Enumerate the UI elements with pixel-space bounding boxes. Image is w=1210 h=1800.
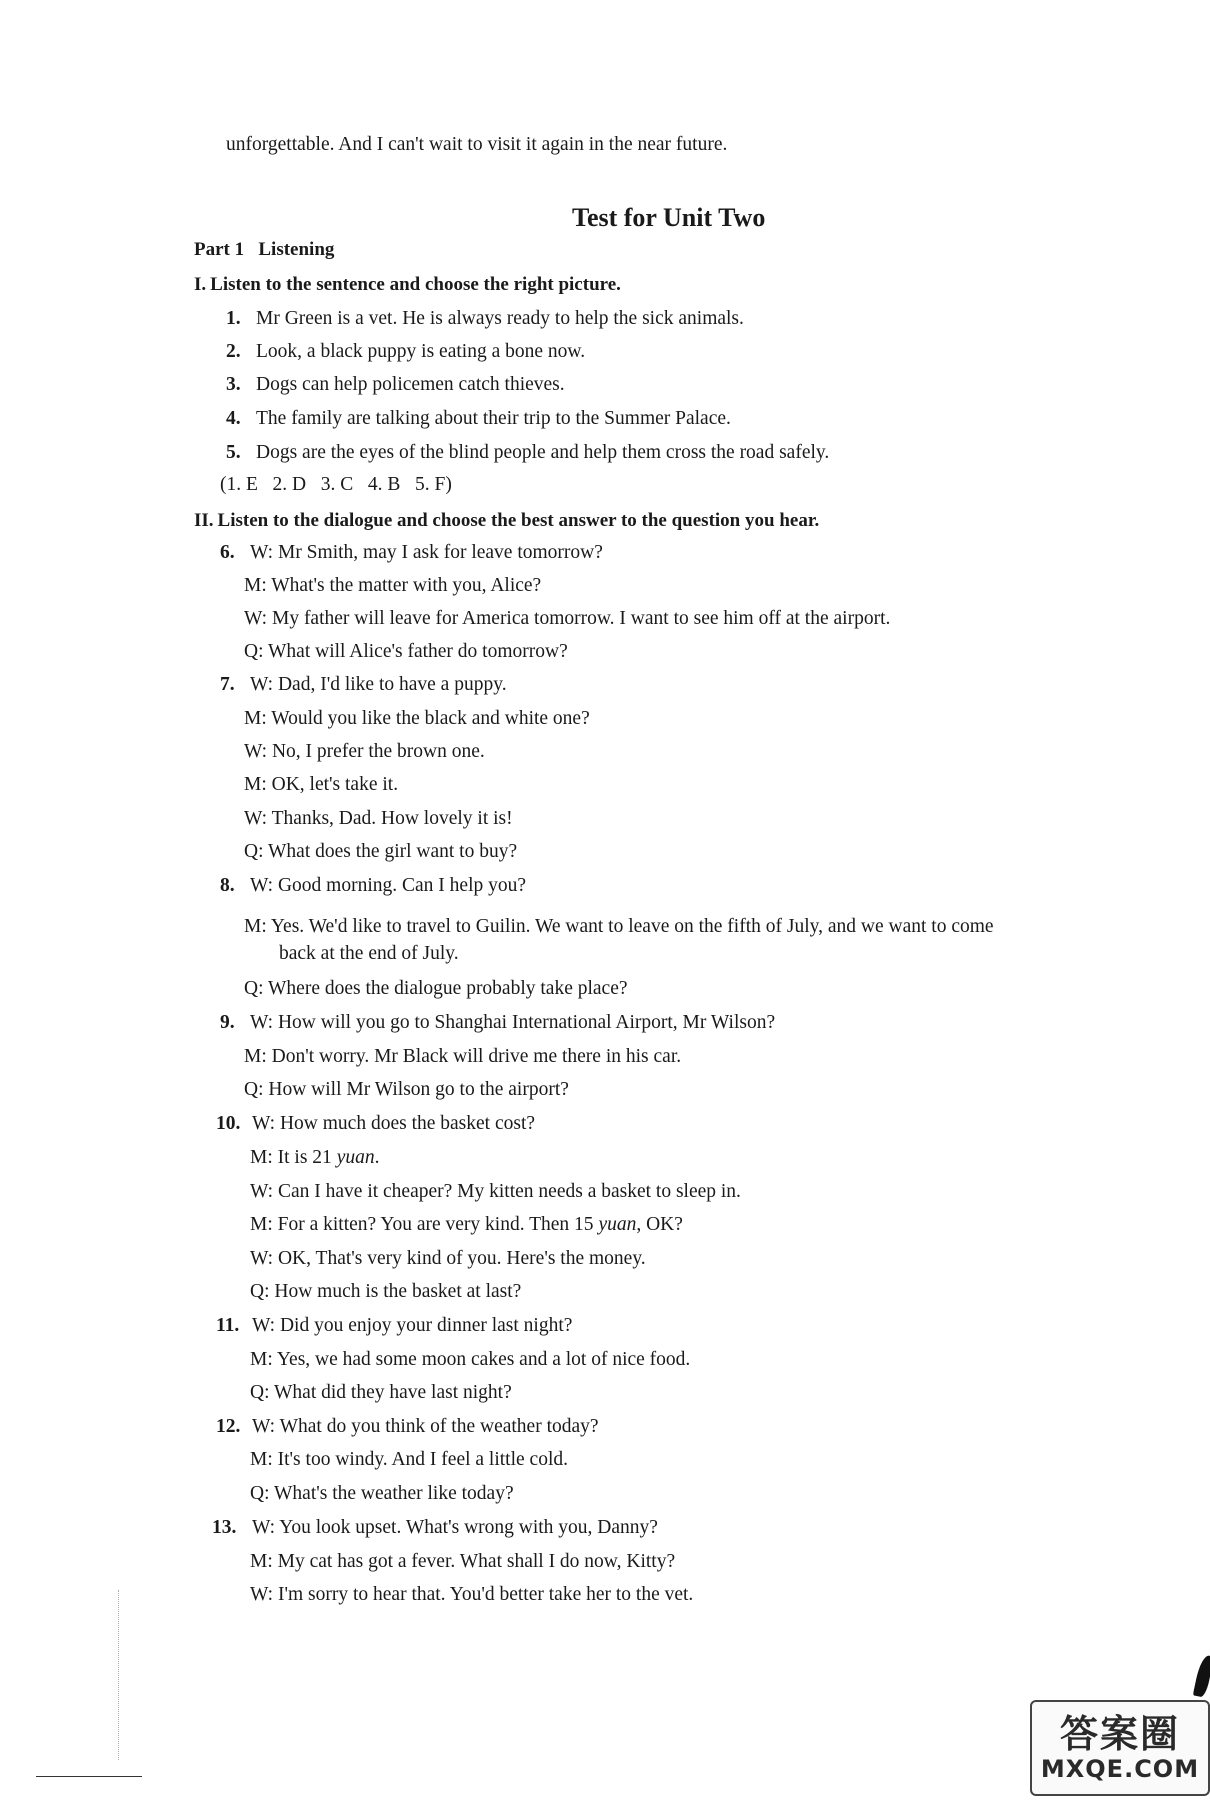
dialogue-line	[216, 1414, 599, 1440]
list-item	[226, 440, 829, 466]
dialogue-line	[220, 873, 526, 899]
item-text: Dogs are the eyes of the blind people and help them cross the road safely.	[256, 442, 830, 463]
item-number: 4.	[226, 408, 241, 429]
section2-instruction: Listen to the dialogue and choose the best answer to the question you hear.	[217, 510, 820, 531]
ink-mark-icon	[1193, 1654, 1210, 1698]
dialogue-line	[250, 1212, 683, 1238]
question-number: 13.	[212, 1517, 237, 1538]
question-line: Q: How will Mr Wilson go to the airport?	[244, 1079, 569, 1100]
dialogue-line: M: Yes. We'd like to travel to Guilin. We want to leave on the fifth of July, and we want to come	[244, 916, 994, 937]
dialogue-line: W: My father will leave for America tomorrow. I want to see him off at the airport.	[244, 608, 891, 629]
question-line: Q: How much is the basket at last?	[250, 1281, 522, 1302]
dialogue-line: M: Don't worry. Mr Black will drive me there in his car.	[244, 1046, 682, 1067]
item-number: 3.	[226, 374, 241, 395]
footer-rule	[36, 1776, 142, 1777]
question-number: 6.	[220, 542, 235, 563]
dialogue-line: W: Can I have it cheaper? My kitten needs a basket to sleep in.	[250, 1181, 741, 1202]
dialogue-line	[220, 540, 603, 566]
page-title: Test for Unit Two	[572, 203, 766, 232]
part-heading: Part 1 Listening	[194, 239, 335, 260]
dialogue-line: M: What's the matter with you, Alice?	[244, 575, 542, 596]
section1-instruction: Listen to the sentence and choose the right picture.	[210, 274, 621, 295]
question-line: Q: What will Alice's father do tomorrow?	[244, 641, 568, 662]
list-item	[226, 406, 731, 432]
dialogue-line: M: OK, let's take it.	[244, 774, 399, 795]
intro-line: unforgettable. And I can't wait to visit it again in the near future.	[226, 134, 728, 155]
dialogue-line	[216, 1313, 572, 1339]
watermark-logo	[1030, 1700, 1210, 1796]
question-number: 8.	[220, 875, 235, 896]
dialogue-line	[220, 1010, 775, 1036]
dialogue-line: M: It's too windy. And I feel a little cold.	[250, 1449, 568, 1470]
dialogue-text: W: How will you go to Shanghai International Airport, Mr Wilson?	[250, 1012, 776, 1033]
question-number: 10.	[216, 1113, 241, 1134]
dialogue-line	[212, 1515, 658, 1541]
question-number: 9.	[220, 1012, 235, 1033]
question-line: Q: Where does the dialogue probably take place?	[244, 978, 628, 999]
dialogue-line: M: Would you like the black and white one?	[244, 708, 590, 729]
dialogue-text: W: Dad, I'd like to have a puppy.	[250, 674, 507, 695]
section2-roman: II.	[194, 510, 214, 531]
dialogue-text: W: What do you think of the weather today?	[252, 1416, 599, 1437]
item-number: 5.	[226, 442, 241, 463]
dialogue-text: , OK?	[636, 1214, 683, 1235]
question-number: 11.	[216, 1315, 240, 1336]
item-number: 2.	[226, 341, 241, 362]
dialogue-text: W: How much does the basket cost?	[252, 1113, 536, 1134]
dialogue-line: W: No, I prefer the brown one.	[244, 741, 485, 762]
page-edge-dots	[118, 1590, 120, 1760]
item-text: Dogs can help policemen catch thieves.	[256, 374, 565, 395]
dialogue-line: W: OK, That's very kind of you. Here's the money.	[250, 1248, 646, 1269]
dialogue-line	[216, 1111, 535, 1137]
question-number: 12.	[216, 1416, 241, 1437]
dialogue-text: .	[374, 1147, 380, 1168]
currency-text: yuan	[336, 1147, 375, 1168]
dialogue-line: M: Yes, we had some moon cakes and a lot of nice food.	[250, 1349, 691, 1370]
question-line: Q: What did they have last night?	[250, 1382, 512, 1403]
dialogue-line	[250, 1145, 379, 1171]
currency-text: yuan	[598, 1214, 637, 1235]
dialogue-line: W: Thanks, Dad. How lovely it is!	[244, 808, 513, 829]
dialogue-line	[220, 672, 507, 698]
section1-heading	[194, 272, 621, 298]
dialogue-text: W: Mr Smith, may I ask for leave tomorrow?	[250, 542, 603, 563]
dialogue-text: W: You look upset. What's wrong with you, Danny?	[252, 1517, 658, 1538]
question-line: Q: What does the girl want to buy?	[244, 841, 518, 862]
list-item	[226, 339, 585, 365]
dialogue-text: M: For a kitten? You are very kind. Then 15	[250, 1214, 599, 1235]
section1-answers: (1. E 2. D 3. C 4. B 5. F)	[220, 474, 452, 495]
dialogue-text: M: It is 21	[250, 1147, 337, 1168]
question-number: 7.	[220, 674, 235, 695]
list-item	[226, 306, 744, 332]
list-item	[226, 372, 565, 398]
item-text: The family are talking about their trip to the Summer Palace.	[256, 408, 731, 429]
watermark-top: 答案圈	[1059, 1712, 1180, 1756]
item-text: Look, a black puppy is eating a bone now.	[256, 341, 586, 362]
item-text: Mr Green is a vet. He is always ready to help the sick animals.	[256, 308, 744, 329]
dialogue-line: back at the end of July.	[279, 943, 459, 964]
item-number: 1.	[226, 308, 241, 329]
dialogue-line: W: I'm sorry to hear that. You'd better take her to the vet.	[250, 1584, 694, 1605]
question-line: Q: What's the weather like today?	[250, 1483, 514, 1504]
section1-roman: I.	[194, 274, 207, 295]
dialogue-line: M: My cat has got a fever. What shall I do now, Kitty?	[250, 1551, 676, 1572]
dialogue-text: W: Good morning. Can I help you?	[250, 875, 527, 896]
watermark-bottom: MXQE.COM	[1040, 1755, 1200, 1783]
section2-heading	[194, 508, 819, 534]
dialogue-text: W: Did you enjoy your dinner last night?	[252, 1315, 573, 1336]
